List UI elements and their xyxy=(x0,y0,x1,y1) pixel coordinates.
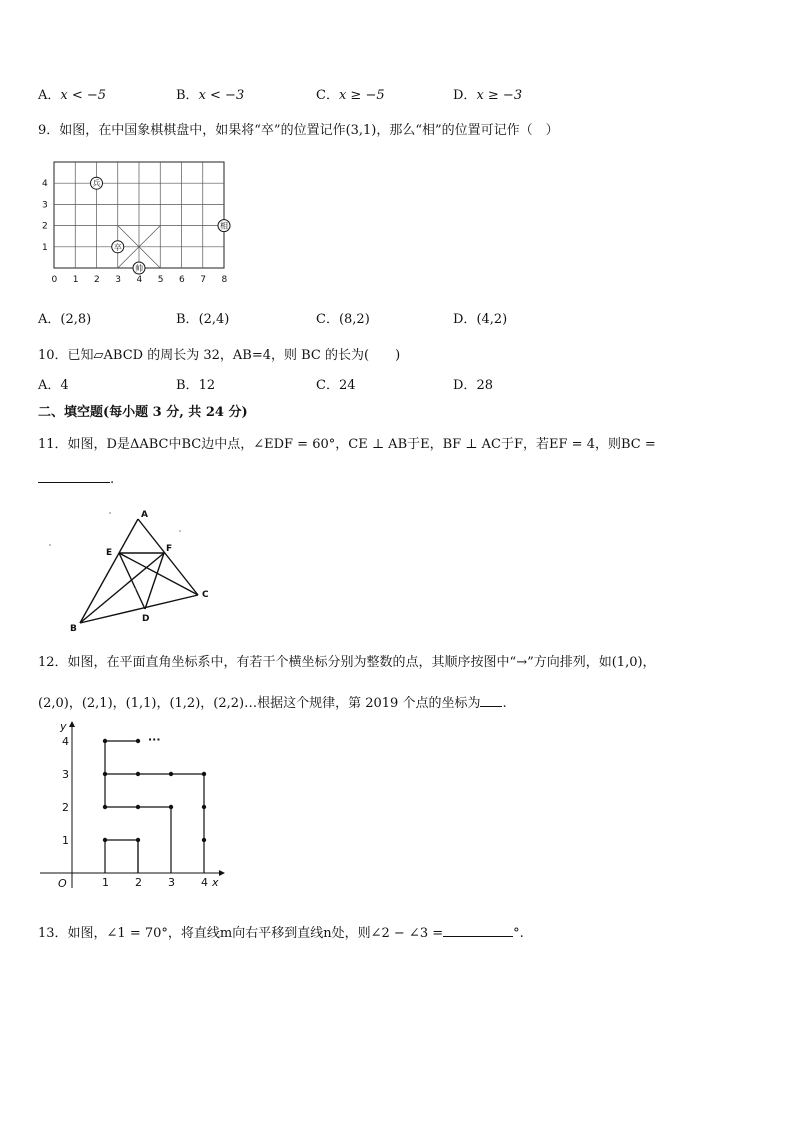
label-f: F xyxy=(166,544,173,554)
q9-option-b: B．(2,4) xyxy=(176,312,230,327)
q9-option-d: D．(4,2) xyxy=(453,312,508,327)
board-x-tick: 1 xyxy=(72,275,79,285)
lattice-point xyxy=(202,805,206,809)
board-x-tick: 3 xyxy=(115,275,121,285)
lattice-point xyxy=(103,805,107,809)
q9-option-c: C．(8,2) xyxy=(316,312,370,327)
q12-stem-line2: (2,0)，(2,1)，(1,1)，(1,2)，(2,2)…根据这个规律，第 2019 个点的坐标为 . xyxy=(38,696,507,711)
lattice-point xyxy=(103,772,107,776)
lattice-point xyxy=(136,805,140,809)
q9-chess-board xyxy=(30,158,240,286)
q8-option-a: A．x < −5 xyxy=(38,88,107,103)
board-y-tick: 3 xyxy=(42,200,48,211)
label-e: E xyxy=(106,548,113,558)
chess-piece xyxy=(133,262,145,274)
continuation-ellipsis: ··· xyxy=(148,733,161,746)
q11-answer-line: . xyxy=(38,470,114,487)
lattice-point xyxy=(202,838,206,842)
x-tick-1: 1 xyxy=(102,876,109,889)
board-x-tick: 6 xyxy=(179,275,185,285)
label-b: B xyxy=(70,624,77,634)
x-tick-3: 3 xyxy=(168,876,175,889)
board-y-tick: 1 xyxy=(42,242,48,253)
y-axis-label: y xyxy=(60,720,67,733)
chess-piece xyxy=(218,220,230,232)
lattice-point xyxy=(169,772,173,776)
x-axis-label: x xyxy=(212,876,219,889)
q9-option-a: A．(2,8) xyxy=(38,312,92,327)
y-tick-1: 1 xyxy=(62,834,69,847)
board-y-tick: 2 xyxy=(42,221,48,232)
label-d: D xyxy=(142,614,150,624)
chess-piece xyxy=(91,177,103,189)
section-title: 二、填空题(每小题 3 分, 共 24 分) xyxy=(38,405,248,420)
spiral-path xyxy=(105,774,204,873)
q13-stem: 13．如图，∠1 = 70°，将直线m向右平移到直线n处，则∠2 − ∠3 = °. xyxy=(38,926,524,941)
q13-blank[interactable] xyxy=(443,924,513,937)
chess-piece xyxy=(112,241,124,253)
y-tick-2: 2 xyxy=(62,801,69,814)
board-x-tick: 2 xyxy=(94,275,100,285)
label-a: A xyxy=(141,510,148,520)
q11-blank[interactable] xyxy=(38,470,110,483)
lattice-point xyxy=(136,772,140,776)
board-x-tick: 5 xyxy=(157,275,164,285)
x-tick-2: 2 xyxy=(135,876,142,889)
board-y-tick: 4 xyxy=(42,179,48,190)
svg-text:相: 相 xyxy=(220,221,228,231)
q12-coordinate-figure xyxy=(36,716,232,894)
svg-text:兵: 兵 xyxy=(92,179,101,189)
y-tick-3: 3 xyxy=(62,768,69,781)
svg-text:卒: 卒 xyxy=(113,242,122,252)
q9-stem: 9．如图，在中国象棋棋盘中，如果将“卒”的位置记作(3,1)，那么“相”的位置可记作（ ） xyxy=(38,123,559,138)
q8-option-d: D．x ≥ −3 xyxy=(453,88,523,103)
board-x-tick: 0 xyxy=(51,275,58,285)
svg-text:帅: 帅 xyxy=(135,264,143,273)
lattice-point xyxy=(169,805,173,809)
q8-option-b: B．x < −3 xyxy=(176,88,245,103)
q10-stem: 10．已知▱ABCD 的周长为 32，AB=4，则 BC 的长为( ) xyxy=(38,348,401,363)
x-tick-4: 4 xyxy=(201,876,208,889)
board-x-tick: 7 xyxy=(200,275,206,285)
q11-stem: 11．如图，D是ΔABC中BC边中点，∠EDF = 60°，CE ⊥ AB于E，BF ⊥ AC于F，若EF = 4，则BC = xyxy=(38,437,656,452)
board-x-tick: 4 xyxy=(136,275,143,285)
lattice-point xyxy=(136,838,140,842)
lattice-point xyxy=(103,739,107,743)
q10-option-a: A．4 xyxy=(38,378,69,393)
spiral-path xyxy=(105,840,138,873)
q11-triangle-figure xyxy=(46,505,226,635)
q8-option-c: C．x ≥ −5 xyxy=(316,88,385,103)
lattice-point xyxy=(202,772,206,776)
q12-blank[interactable] xyxy=(480,694,502,707)
board-x-tick: 8 xyxy=(221,275,228,285)
lattice-point xyxy=(136,739,140,743)
q10-option-b: B．12 xyxy=(176,378,216,393)
y-tick-4: 4 xyxy=(62,735,69,748)
origin-label: O xyxy=(58,877,67,890)
q12-stem-line1: 12．如图，在平面直角坐标系中，有若干个横坐标分别为整数的点，其顺序按图中“→”方向排列，如(1,0)， xyxy=(38,655,656,670)
q10-option-d: D．28 xyxy=(453,378,493,393)
q10-option-c: C．24 xyxy=(316,378,356,393)
lattice-point xyxy=(103,838,107,842)
label-c: C xyxy=(202,590,209,600)
